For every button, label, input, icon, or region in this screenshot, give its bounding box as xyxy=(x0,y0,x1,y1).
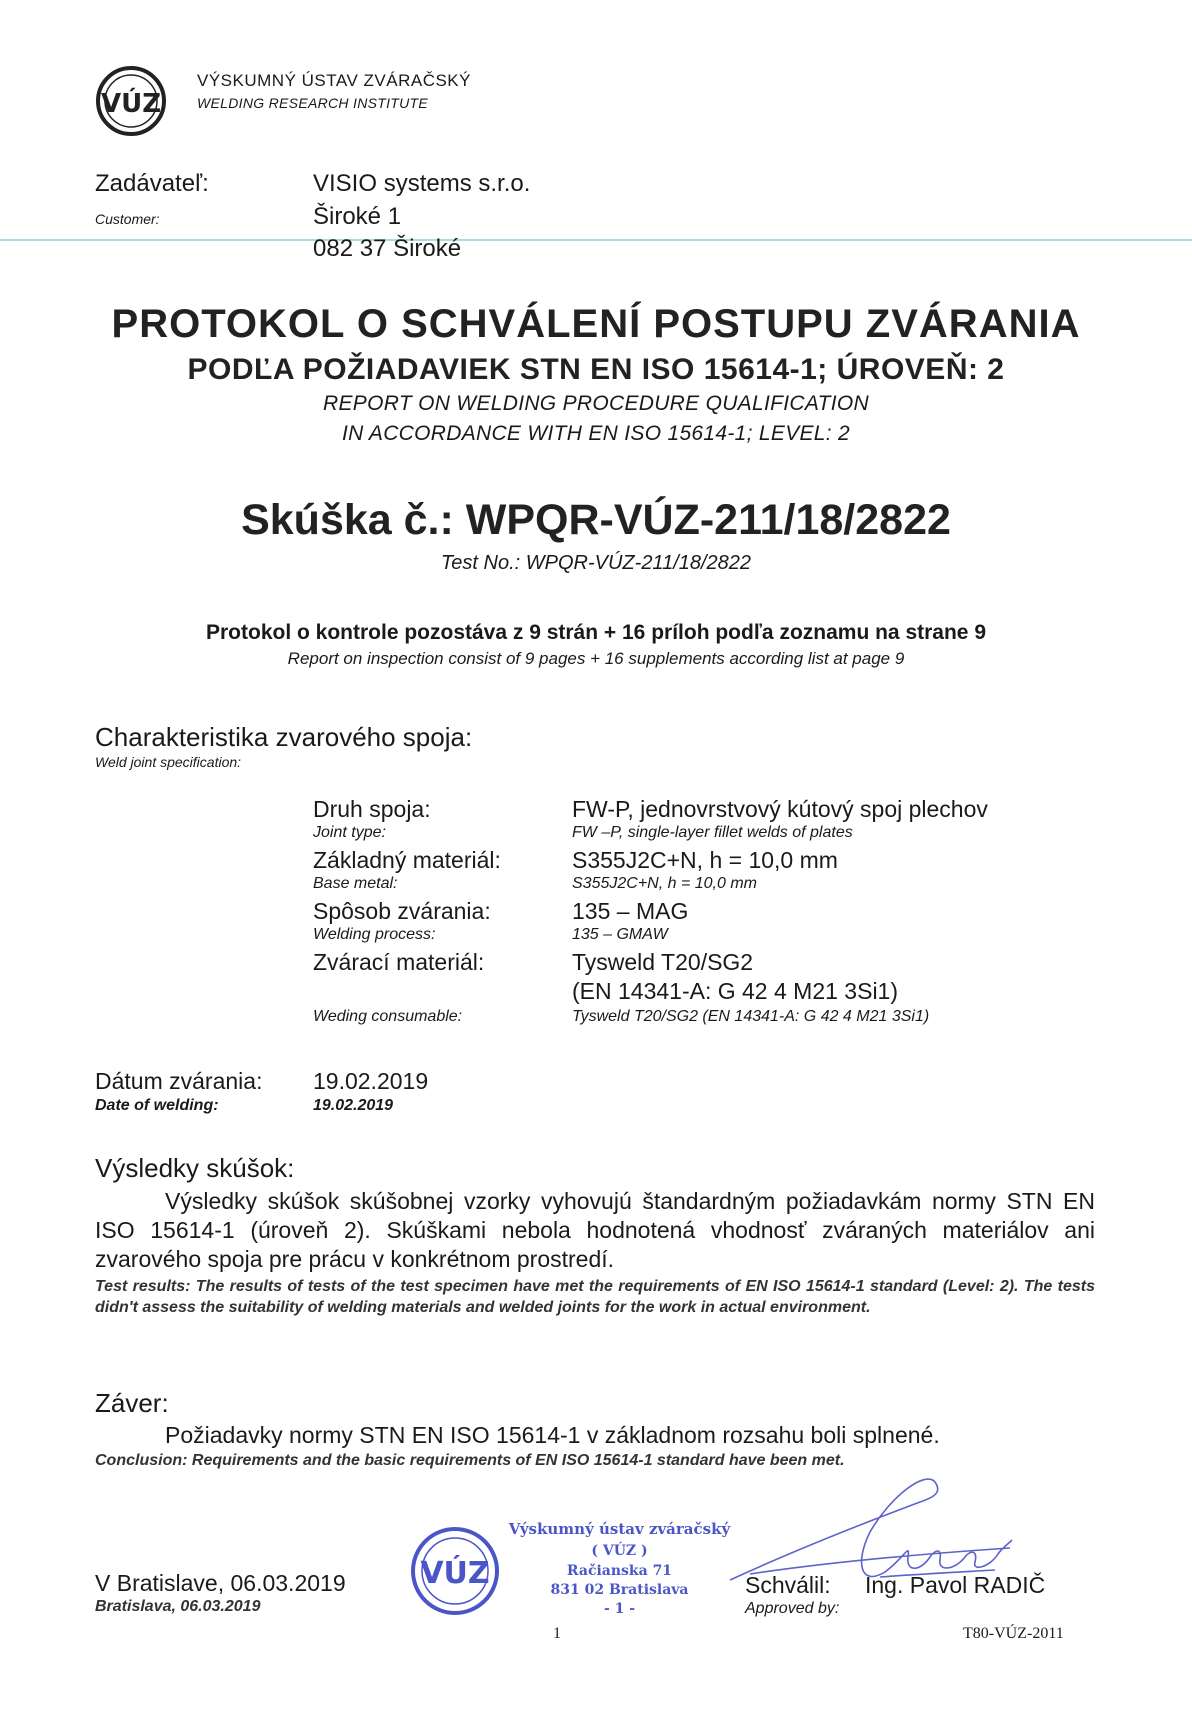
date-value-en: 19.02.2019 xyxy=(313,1097,394,1114)
form-code: T80-VÚZ-2011 xyxy=(963,1625,1064,1642)
place-date: V Bratislave, 06.03.2019 xyxy=(95,1570,346,1596)
joint-type-label: Druh spoja: xyxy=(313,796,431,822)
approved-name: Ing. Pavol RADIČ xyxy=(865,1572,1046,1598)
results-text: Výsledky skúšok skúšobnej vzorky vyhovujú štandardným požiadavkám normy STN EN ISO 15614-1 (úroveň 2). Skúškami nebola hodnotená vhodnosť zváraných materiálov ani zvarového spoja pre prácu v konkrétnom prostredí. xyxy=(95,1188,1095,1272)
process-label: Spôsob zvárania: xyxy=(313,898,491,924)
process-value-en: 135 – GMAW xyxy=(572,926,668,943)
stamp-logo xyxy=(410,1526,500,1616)
customer-city: 082 37 Široké xyxy=(313,235,462,262)
report-subtitle-en: IN ACCORDANCE WITH EN ISO 15614-1; LEVEL: 2 xyxy=(341,422,851,445)
test-number: Skúška č.: WPQR-VÚZ-211/18/2822 xyxy=(241,496,951,544)
date-label: Dátum zvárania: xyxy=(95,1068,263,1094)
svg-text:VÚZ: VÚZ xyxy=(100,89,162,119)
approved-label-en: Approved by: xyxy=(745,1600,840,1617)
base-metal-value-en: S355J2C+N, h = 10,0 mm xyxy=(572,875,757,892)
stamp-line-5: - 1 - xyxy=(603,1601,636,1617)
institute-name: VÝSKUMNÝ ÚSTAV ZVÁRAČSKÝ xyxy=(197,71,471,90)
conclusion-text: Požiadavky normy STN EN ISO 15614-1 v základnom rozsahu boli splnené. xyxy=(165,1422,940,1448)
date-label-en: Date of welding: xyxy=(95,1097,219,1114)
results-heading: Výsledky skúšok: xyxy=(95,1153,295,1183)
stamp-line-2: ( VÚZ ) xyxy=(591,1543,648,1559)
spec-heading: Charakteristika zvarového spoja: xyxy=(95,722,473,752)
consumable-label: Zvárací materiál: xyxy=(313,949,485,975)
joint-type-label-en: Joint type: xyxy=(313,824,386,841)
base-metal-value: S355J2C+N, h = 10,0 mm xyxy=(572,847,838,873)
page-number: 1 xyxy=(553,1625,561,1642)
conclusion-text-en: Conclusion: Requirements and the basic requirements of EN ISO 15614-1 standard have been met. xyxy=(95,1452,845,1469)
customer-name: VISIO systems s.r.o. xyxy=(313,170,531,197)
customer-label: Zadávateľ: xyxy=(95,170,209,197)
spec-heading-en: Weld joint specification: xyxy=(95,754,242,770)
svg-text:VÚZ: VÚZ xyxy=(420,1556,490,1591)
pages-info-en: Report on inspection consist of 9 pages + 16 supplements according list at page 9 xyxy=(287,649,905,668)
pages-info: Protokol o kontrole pozostáva z 9 strán + 16 príloh podľa zoznamu na strane 9 xyxy=(206,621,986,644)
stamp-line-3: Račianska 71 xyxy=(566,1563,673,1579)
date-value: 19.02.2019 xyxy=(313,1068,429,1094)
joint-type-value-en: FW –P, single-layer fillet welds of plates xyxy=(572,824,853,841)
joint-type-value: FW-P, jednovrstvový kútový spoj plechov xyxy=(572,796,988,822)
customer-street: Široké 1 xyxy=(313,203,402,230)
report-subtitle: PODĽA POŽIADAVIEK STN EN ISO 15614-1; ÚROVEŇ: 2 xyxy=(187,353,1005,386)
stamp-line-4: 831 02 Bratislava xyxy=(550,1582,689,1598)
consumable-value: Tysweld T20/SG2 xyxy=(572,949,754,975)
process-label-en: Welding process: xyxy=(313,926,436,943)
report-title: PROTOKOL O SCHVÁLENÍ POSTUPU ZVÁRANIA xyxy=(111,302,1081,346)
consumable-value-en: Tysweld T20/SG2 (EN 14341-A: G 42 4 M21 3Si1) xyxy=(572,1008,930,1025)
place-date-en: Bratislava, 06.03.2019 xyxy=(95,1598,261,1615)
test-number-en: Test No.: WPQR-VÚZ-211/18/2822 xyxy=(440,552,752,574)
scan-artifact-line xyxy=(0,239,1192,241)
customer-label-en: Customer: xyxy=(95,211,160,227)
base-metal-label-en: Base metal: xyxy=(313,875,398,892)
consumable-label-en: Weding consumable: xyxy=(313,1008,463,1025)
consumable-value-norm: (EN 14341-A: G 42 4 M21 3Si1) xyxy=(572,978,898,1004)
results-text-en: Test results: The results of tests of the test specimen have met the requirements of EN ISO 15614-1 standard (Level: 2). The tests didn't assess the suitability of welding materials and welded joints for the work in actual environment. xyxy=(95,1278,1095,1316)
report-title-en: REPORT ON WELDING PROCEDURE QUALIFICATION xyxy=(323,392,869,415)
conclusion-heading: Záver: xyxy=(95,1388,169,1418)
approved-label: Schválil: xyxy=(745,1572,831,1598)
vuz-logo xyxy=(95,65,167,137)
institute-name-en: WELDING RESEARCH INSTITUTE xyxy=(197,95,429,111)
base-metal-label: Základný materiál: xyxy=(313,847,501,873)
stamp-line-1: Výskumný ústav zváračský xyxy=(508,1520,731,1538)
process-value: 135 – MAG xyxy=(572,898,689,924)
